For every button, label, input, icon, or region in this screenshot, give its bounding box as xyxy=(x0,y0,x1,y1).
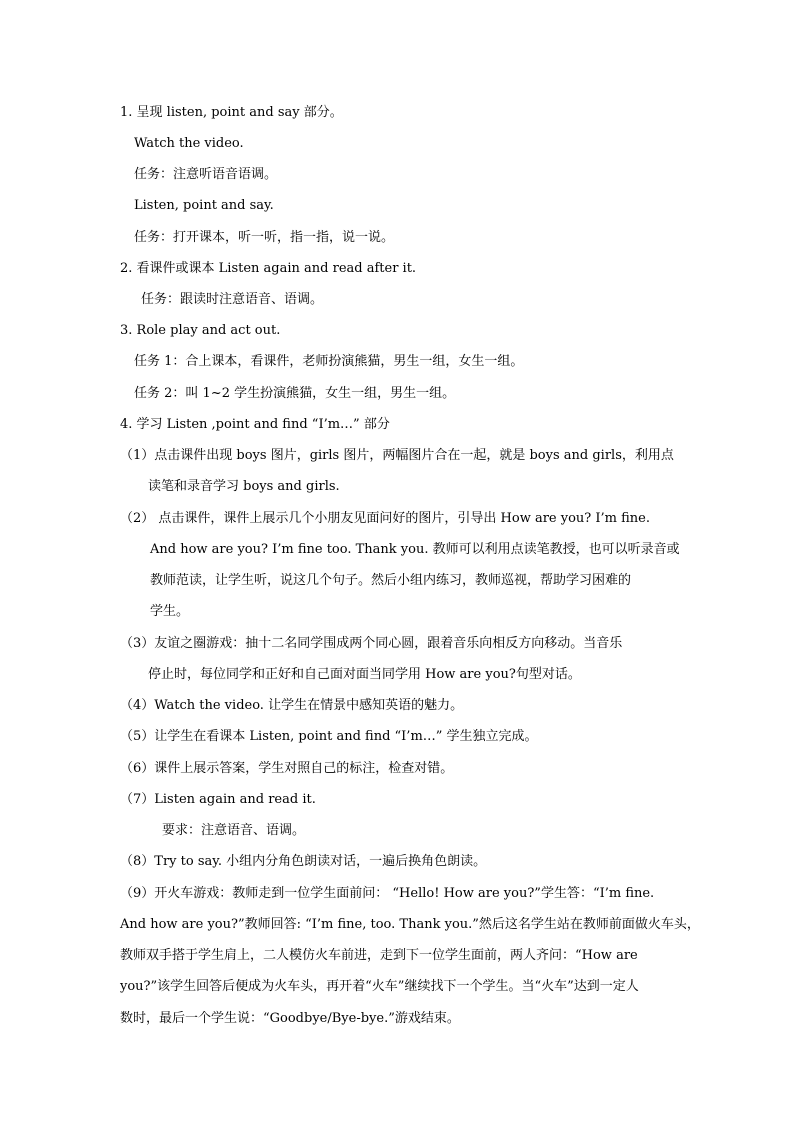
step-4-item-2-cont-3: 学生。 xyxy=(150,604,190,619)
step-4-item-9-cont-2: 教师双手搭于学生肩上，二人模仿火车前进，走到下一位学生面前，两人齐问：“How are xyxy=(120,948,638,963)
step-4-item-5: （5）让学生在看课本 Listen, point and find “I’m…” 学生独立完成。 xyxy=(120,729,538,744)
step-1-task-2: 任务：打开课本，听一听，指一指，说一说。 xyxy=(134,230,395,245)
step-4-item-7: （7）Listen again and read it. xyxy=(120,792,316,807)
step-4-item-1: （1）点击课件出现 boys 图片，girls 图片，两幅图片合在一起，就是 boys and girls，利用点 xyxy=(120,448,674,463)
step-1-heading: 1. 呈现 listen, point and say 部分。 xyxy=(120,105,343,120)
step-3-heading: 3. Role play and act out. xyxy=(120,323,281,338)
step-4-item-4: （4）Watch the video. 让学生在情景中感知英语的魅力。 xyxy=(120,698,464,713)
step-1-instruction: Watch the video. xyxy=(134,136,244,151)
step-4-heading: 4. 学习 Listen ,point and find “I’m…” 部分 xyxy=(120,417,390,432)
step-4-item-9-cont-1: And how are you?”教师回答: “I’m fine, too. Thank you.”然后这名学生站在教师前面做火车头， xyxy=(120,917,700,932)
step-1-instruction-2: Listen, point and say. xyxy=(134,198,274,213)
step-4-item-6: （6）课件上展示答案，学生对照自己的标注，检查对错。 xyxy=(120,761,454,776)
step-4-item-9-cont-4: 数时，最后一个学生说：“Goodbye/Bye-bye.”游戏结束。 xyxy=(120,1011,460,1026)
step-4-item-2-cont-1: And how are you? I’m fine too. Thank you. 教师可以利用点读笔教授，也可以听录音或 xyxy=(150,542,680,557)
step-4-item-7-requirement: 要求：注意语音、语调。 xyxy=(162,823,306,838)
step-2-task: 任务：跟读时注意语音、语调。 xyxy=(141,292,324,307)
step-4-item-3: （3）友谊之圈游戏：抽十二名同学围成两个同心圆，跟着音乐向相反方向移动。当音乐 xyxy=(120,636,623,651)
step-4-item-9-cont-3: you?”该学生回答后便成为火车头，再开着“火车”继续找下一个学生。当“火车”达到一定人 xyxy=(120,979,639,994)
step-4-item-1-cont: 读笔和录音学习 boys and girls. xyxy=(148,479,340,494)
step-4-item-2-cont-2: 教师范读，让学生听，说这几个句子。然后小组内练习，教师巡视，帮助学习困难的 xyxy=(150,573,632,588)
step-4-item-9: （9）开火车游戏：教师走到一位学生面前问： “Hello! How are you?”学生答：“I’m fine. xyxy=(120,886,655,901)
step-4-item-2: （2） 点击课件，课件上展示几个小朋友见面问好的图片，引导出 How are you? I’m fine. xyxy=(120,511,650,526)
step-3-task-1: 任务 1：合上课本，看课件，老师扮演熊猫，男生一组，女生一组。 xyxy=(134,354,524,369)
step-2-heading: 2. 看课件或课本 Listen again and read after it. xyxy=(120,261,417,276)
step-4-item-8: （8）Try to say. 小组内分角色朗读对话，一遍后换角色朗读。 xyxy=(120,854,487,869)
step-1-task: 任务：注意听语音语调。 xyxy=(134,167,278,182)
step-4-item-3-cont: 停止时，每位同学和正好和自己面对面当同学用 How are you?句型对话。 xyxy=(148,667,581,682)
step-3-task-2: 任务 2：叫 1~2 学生扮演熊猫，女生一组，男生一组。 xyxy=(134,386,456,401)
